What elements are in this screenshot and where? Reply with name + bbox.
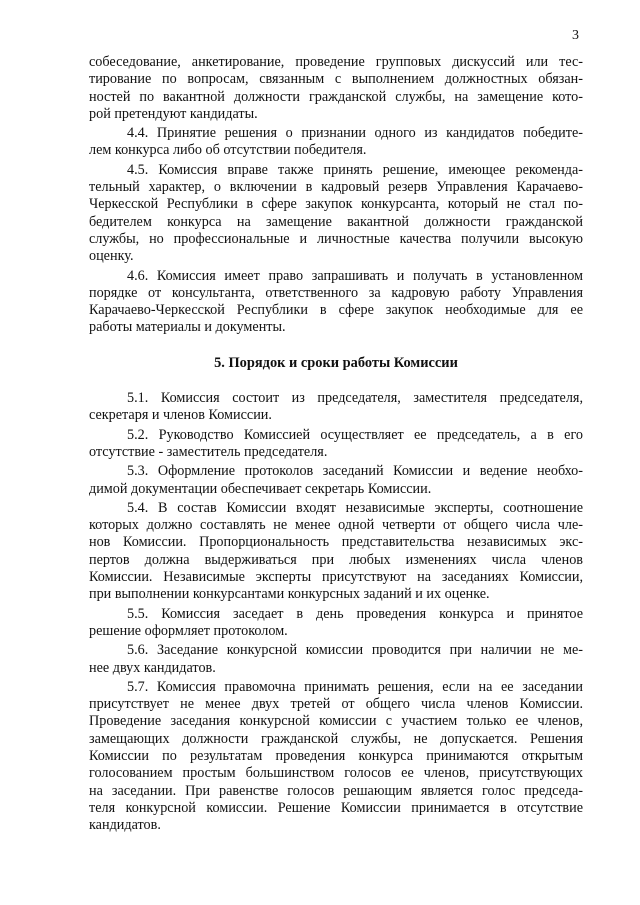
paragraph-5-3	[89, 463, 583, 498]
paragraph-5-5	[89, 606, 583, 641]
text-line: 4.6. Комиссия имеет право запрашивать и получать в установленном	[127, 267, 583, 284]
text-line: 5.5. Комиссия заседает в день проведения конкурса и принятое	[127, 605, 583, 622]
page-number: 3	[572, 28, 579, 43]
text-line: бедителем конкурса на замещение вакантной должности гражданской	[89, 213, 583, 230]
text-line: кандидатов.	[89, 817, 161, 834]
text-line: которых должно составлять не менее одной четверти от общего числа чле-	[89, 517, 583, 534]
text-line: пертов должна выдерживаться при любых изменениях числа членов	[89, 551, 583, 568]
paragraph-4-4	[89, 125, 583, 160]
text-line: 4.4. Принятие решения о признании одного из кандидатов победите-	[127, 125, 583, 142]
text-line: службы, но профессиональные и личностные качества получили высокую	[89, 230, 583, 247]
text-line: 5.3. Оформление протоколов заседаний Комиссии и ведение необхо-	[127, 463, 583, 480]
text-line: Карачаево-Черкесской Республики в сфере закупок необходимые для ее	[89, 302, 583, 319]
text-line: рой претендуют кандидаты.	[89, 105, 258, 122]
text-line: 4.5. Комиссия вправе также принять решение, имеющее рекоменда-	[127, 161, 583, 178]
text-line: 5.7. Комиссия правомочна принимать решения, если на ее заседании	[127, 678, 583, 695]
paragraph-continuation	[89, 54, 583, 123]
section-heading: 5. Порядок и сроки работы Комиссии	[214, 354, 458, 371]
text-line: лем конкурса либо об отсутствии победителя.	[89, 142, 367, 159]
paragraph-5-1	[89, 390, 583, 425]
text-line: присутствует не менее двух третей от общего числа членов Комиссии.	[89, 696, 583, 713]
text-line: Черкесской Республики в сфере закупок конкурсанта, который не стал по-	[89, 196, 583, 213]
text-line: при выполнении конкурсантами конкурсных заданий и их оценке.	[89, 586, 490, 603]
text-line: работы материалы и документы.	[89, 319, 286, 336]
text-line: нов Комиссии. Пропорциональность представительства независимых экс-	[89, 534, 583, 551]
text-line: 5.2. Руководство Комиссией осуществляет ее председатель, а в его	[127, 426, 583, 443]
text-line: собеседование, анкетирование, проведение групповых дискуссий или тес-	[89, 54, 583, 70]
paragraph-5-2	[89, 427, 583, 462]
text-line: димой документации обеспечивает секретарь Комиссии.	[89, 480, 432, 497]
text-line: секретаря и членов Комиссии.	[89, 407, 272, 424]
text-line: теля конкурсной комиссии. Решение Комиссии принимается в отсутствие	[89, 799, 583, 816]
text-line: замещающих должности гражданской службы, не допускается. Решения	[89, 730, 583, 747]
paragraphs-before	[89, 54, 583, 337]
text-line: нее двух кандидатов.	[89, 659, 216, 676]
text-line: на заседании. При равенстве голосов решающим является голос председа-	[89, 782, 583, 799]
paragraphs-after	[89, 390, 583, 834]
text-line: Комиссии по результатам проведения конкурса принимаются открытым	[89, 747, 583, 764]
paragraph-5-7	[89, 679, 583, 835]
text-line: тельный характер, о включении в кадровый резерв Управления Карачаево-	[89, 179, 583, 196]
text-line: Проведение заседания конкурсной комиссии с участием только ее членов,	[89, 713, 583, 730]
paragraph-4-6	[89, 268, 583, 337]
text-line: тирование по вопросам, связанным с выполнением должностных обязан-	[89, 71, 583, 88]
text-line: 5.4. В состав Комиссии входят независимые эксперты, соотношение	[127, 499, 583, 516]
paragraph-5-4	[89, 500, 583, 604]
text-line: отсутствие - заместитель председателя.	[89, 443, 328, 460]
text-line: ностей по вакантной должности гражданской службы, на замещение кото-	[89, 88, 583, 105]
text-line: 5.1. Комиссия состоит из председателя, заместителя председателя,	[127, 390, 583, 407]
paragraph-5-6	[89, 642, 583, 677]
text-line: Комиссии. Независимые эксперты присутствуют на заседаниях Комиссии,	[89, 569, 583, 586]
text-line: голосованием простым большинством голосов ее членов, присутствующих	[89, 765, 583, 782]
text-line: оценку.	[89, 248, 134, 265]
document-body	[89, 54, 583, 836]
paragraph-4-5	[89, 162, 583, 266]
text-line: решение оформляет протоколом.	[89, 622, 288, 639]
text-line: порядке от консультанта, ответственного за кадровую работу Управления	[89, 284, 583, 301]
text-line: 5.6. Заседание конкурсной комиссии проводится при наличии не ме-	[127, 642, 583, 659]
